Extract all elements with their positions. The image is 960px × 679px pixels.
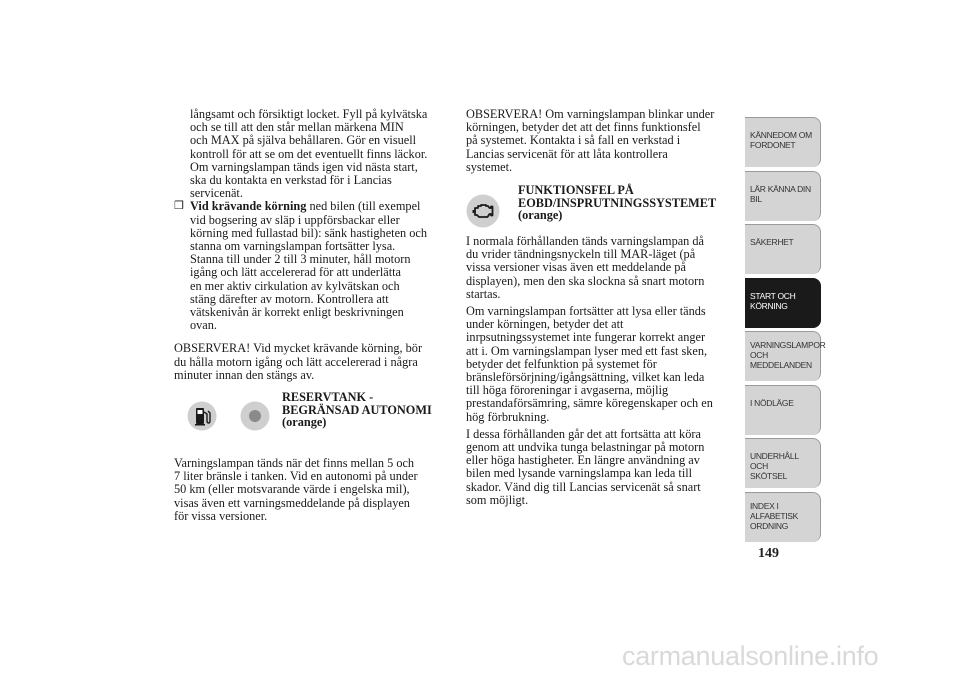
- chapter-tab-nav: [745, 117, 826, 545]
- text-line: på systemet. Kontakta i så fall en verkstad i: [466, 133, 681, 148]
- title-line: FUNKTIONSFEL PÅ: [518, 183, 634, 198]
- text-line: skador. Vänd dig till Lancias servicenät så snart: [466, 479, 701, 494]
- warning-lamp-icon: [240, 401, 270, 434]
- text-line: genom att undvika tunga belastningar på motorn: [466, 440, 705, 455]
- text-line: igång och lätt accelererad för att underlätta: [190, 265, 401, 280]
- text-line: stanna om varningslampan fortsätter lysa.: [190, 239, 396, 254]
- observera-paragraph: [174, 342, 454, 382]
- text-line: och se till att den står mellan märkena MIN: [190, 120, 404, 135]
- right-column: [466, 108, 738, 507]
- text-line: Om varningslampan tänds igen vid nästa start,: [190, 159, 418, 174]
- engine-check-icon: [466, 194, 500, 231]
- title-line: EOBD/INSPRUTNINGSSYSTEMET: [518, 195, 717, 210]
- text-line: stäng därefter av motorn. Kontrollera att: [190, 291, 389, 306]
- text-line: servicenät.: [190, 186, 243, 201]
- text-line: I normala förhållanden tänds varningslampan då: [466, 234, 704, 249]
- text-line: minuter innan den stängs av.: [174, 367, 315, 382]
- text-line: vätskenivån är korrekt enligt beskrivningen: [190, 305, 404, 320]
- tab-label: BIL: [750, 193, 762, 204]
- tab-label: LÄR KÄNNA DIN: [750, 183, 811, 194]
- text-line: kontroll för att se om det eventuellt finns läckor.: [190, 146, 428, 161]
- paragraph: [466, 235, 738, 301]
- reserve-paragraph: [174, 457, 454, 523]
- text-line: Stanna till under 2 till 3 minuter, håll motorn: [190, 252, 411, 267]
- eobd-lamp-title: [518, 184, 716, 222]
- bullet-text: ned bilen (till exempel: [306, 199, 421, 214]
- text-line: körningen, betyder det att det finns funktionsfel: [466, 120, 701, 135]
- tab-label: ALFABETISK: [750, 510, 799, 521]
- tab-varningslampor-och-meddelanden[interactable]: [745, 331, 826, 381]
- text-line: som möjligt.: [466, 492, 529, 507]
- text-line: till höga föroreningar i avgaserna, möjlig: [466, 383, 669, 398]
- text-line: en mer aktiv cirkulation av kylvätskan och: [190, 278, 400, 293]
- tab-label: SÄKERHET: [750, 237, 794, 247]
- checkbox-bullet-icon: ❒: [174, 200, 184, 213]
- tab-label: VARNINGSLAMPOR: [750, 340, 826, 350]
- text-line: startas.: [466, 286, 501, 301]
- text-line: eller höga hastigheter. En längre användning av: [466, 453, 700, 468]
- tab-label: OCH: [750, 350, 768, 360]
- page-number: 149: [758, 546, 779, 561]
- text-line: du hålla motorn igång och lätt accelererad i några: [174, 354, 418, 369]
- fuel-pump-icon: [187, 401, 217, 434]
- tab-lar-kanna-din-bil[interactable]: [745, 171, 821, 221]
- paragraph: [466, 305, 738, 424]
- text-line: prestandaförsämring, sämre köregenskaper och en: [466, 396, 713, 411]
- tab-label: UNDERHÅLL OCH: [750, 451, 799, 471]
- text-line: bilen med lysande varningslampa kan leda till: [466, 466, 693, 481]
- text-line: ska du kontakta en verkstad för i Lancias: [190, 173, 392, 188]
- tab-label: START OCH: [750, 290, 796, 301]
- text-line: visas även ett varningsmeddelande på displayen: [174, 495, 410, 510]
- watermark: carmanualsonline.info: [622, 641, 879, 671]
- text-line: långsamt och försiktigt locket. Fyll på kylvätska: [190, 107, 428, 121]
- bullet-heading: Vid krävande körning: [190, 199, 307, 214]
- text-line: för vissa versioner.: [174, 508, 268, 523]
- text-line: vid bogsering av släp i uppförsbackar eller: [190, 212, 400, 227]
- tab-label: MEDDELANDEN: [750, 360, 812, 370]
- text-line: I dessa förhållanden går det att fortsätta att köra: [466, 426, 701, 441]
- tab-label: SKÖTSEL: [750, 471, 788, 481]
- observera-paragraph: [466, 108, 738, 174]
- tab-label: I NÖDLÄGE: [750, 397, 794, 408]
- text-line: Varningslampan tänds när det finns mellan 5 och: [174, 456, 415, 471]
- text-line: bränsleförsörjning/igångsättning, vilket kan leda: [466, 370, 705, 385]
- text-line: displayen), men den ska slockna så snart motorn: [466, 273, 705, 288]
- reserve-lamp-title: [282, 391, 432, 429]
- bullet-item: [174, 200, 454, 332]
- text-line: körning med fullastad bil): sänk hastigheten och: [190, 225, 428, 240]
- tab-index-i-alfabetisk-ordning[interactable]: [745, 492, 821, 542]
- tab-start-och-korning[interactable]: [745, 278, 821, 328]
- text-line: inrpsutningssystemet inte fungerar korrekt anger: [466, 330, 706, 345]
- text-line: Lancias servicenät för att låta kontrollera: [466, 146, 668, 161]
- tab-kannedom-om-fordonet[interactable]: [745, 117, 821, 167]
- title-line: (orange): [518, 208, 563, 223]
- text-line: 50 km (eller motsvarande värde i engelska mil),: [174, 482, 410, 497]
- title-line: (orange): [282, 415, 327, 430]
- text-line: hög förbrukning.: [466, 409, 550, 424]
- text-line: under körningen, betyder det att: [466, 317, 624, 332]
- text-line: och MAX på själva behållaren. Gör en visuell: [190, 133, 417, 148]
- left-column: [174, 108, 454, 523]
- text-line: ovan.: [190, 318, 217, 333]
- tab-i-nodlage[interactable]: [745, 385, 821, 435]
- tab-label: ORDNING: [750, 520, 789, 531]
- paragraph: [466, 428, 738, 507]
- tab-label: KÄNNEDOM OM: [750, 130, 812, 140]
- tab-label: INDEX I: [750, 500, 779, 511]
- tab-underhall-och-skotsel[interactable]: [745, 438, 821, 488]
- reserve-lamp-block: [174, 390, 454, 457]
- tab-label: KÖRNING: [750, 300, 788, 311]
- text-line: vissa versioner visas även ett meddelande på: [466, 260, 686, 275]
- text-line: du vrider tändningsnyckeln till MAR-läget (på: [466, 247, 696, 262]
- title-line: BEGRÄNSAD AUTONOMI: [282, 402, 432, 417]
- eobd-lamp-block: [466, 183, 738, 235]
- text-line: [190, 200, 454, 213]
- text-line: OBSERVERA! Om varningslampan blinkar under: [466, 107, 715, 121]
- text-line: att i. Om varningslampan lyser med ett fast sken,: [466, 343, 708, 358]
- tab-sakerhet[interactable]: [745, 224, 821, 274]
- text-line: betyder det felfunktion på systemet för: [466, 356, 657, 371]
- text-line: 7 liter bränsle i tanken. Vid en autonomi på under: [174, 469, 418, 484]
- intro-paragraph: [174, 108, 454, 200]
- tab-label: FORDONET: [750, 140, 796, 150]
- text-line: systemet.: [466, 159, 513, 174]
- title-line: RESERVTANK -: [282, 390, 374, 405]
- text-line: Om varningslampan fortsätter att lysa eller tänds: [466, 304, 706, 319]
- text-line: OBSERVERA! Vid mycket krävande körning, bör: [174, 341, 423, 356]
